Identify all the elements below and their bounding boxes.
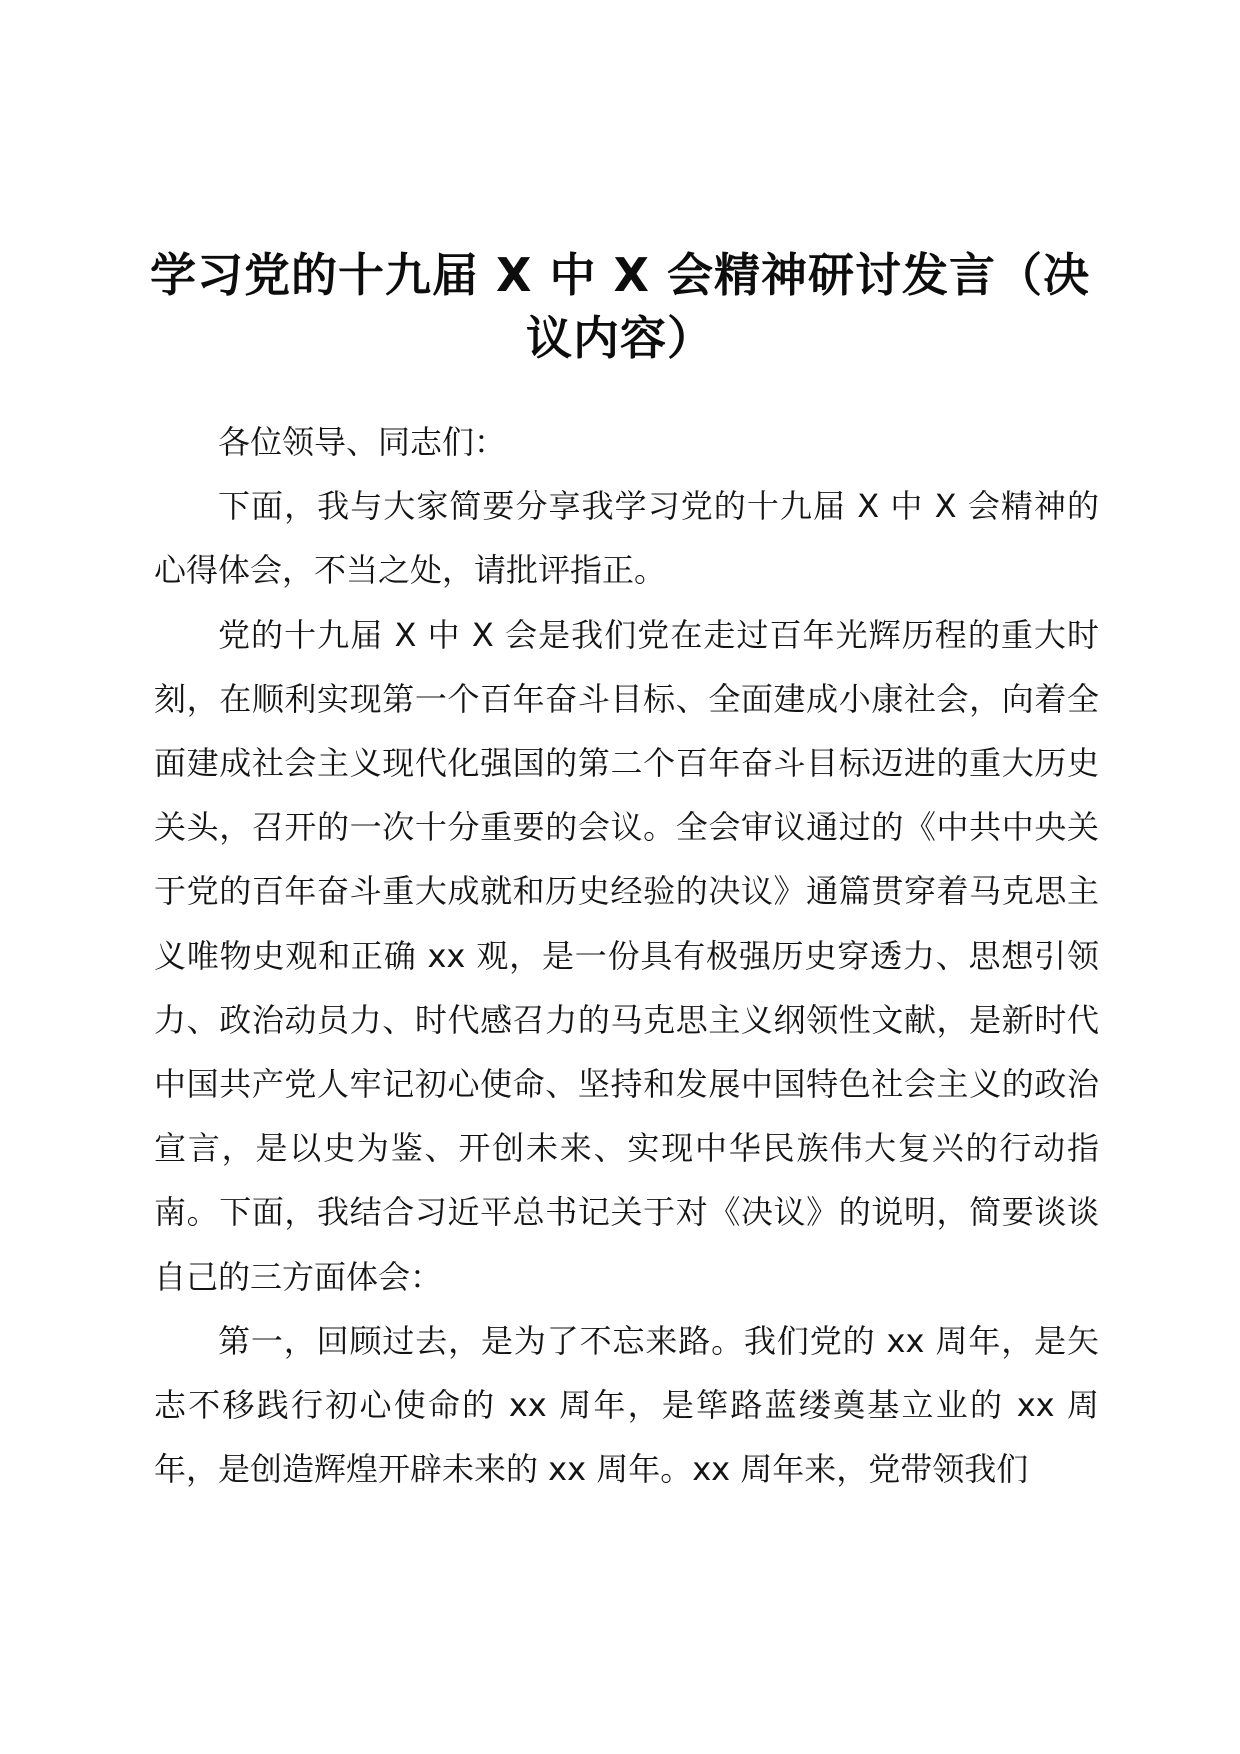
body-paragraph: 第一，回顾过去，是为了不忘来路。我们党的 xx 周年，是矢志不移践行初心使命的 xx 周年，是筚路蓝缕奠基立业的 xx 周年，是创造辉煌开辟未来的 xx 周年。xx 周年来，党带领我们 <box>154 1321 1099 1489</box>
body-paragraph: 党的十九届 X 中 X 会是我们党在走过百年光辉历程的重大时刻，在顺利实现第一个百年奋斗目标、全面建成小康社会，向着全面建成社会主义现代化强国的第二个百年奋斗目标迈进的重大历史关头，召开的一次十分重要的会议。全会审议通过的《中共中央关于党的百年奋斗重大成就和历史经验的决议》通篇贯穿着马克思主义唯物史观和正确 xx 观，是一份具有极强历史穿透力、思想引领力、政治动员力、时代感召力的马克思主义纲领性文献，是新时代中国共产党人牢记初心使命、坚持和发展中国特色社会主义的政治宣言，是以史为鉴、开创未来、实现中华民族伟大复兴的行动指南。下面，我结合习近平总书记关于对《决议》的说明，简要谈谈自己的三方面体会： <box>154 615 1099 1296</box>
document-body <box>154 410 1099 1501</box>
intro-paragraph: 下面，我与大家简要分享我学习党的十九届 X 中 X 会精神的心得体会，不当之处，请批评指正。 <box>154 487 1099 590</box>
document-title: 学习党的十九届 X 中 X 会精神研讨发言（决议内容） <box>150 248 1090 365</box>
salutation-paragraph: 各位领导、同志们： <box>218 423 507 461</box>
